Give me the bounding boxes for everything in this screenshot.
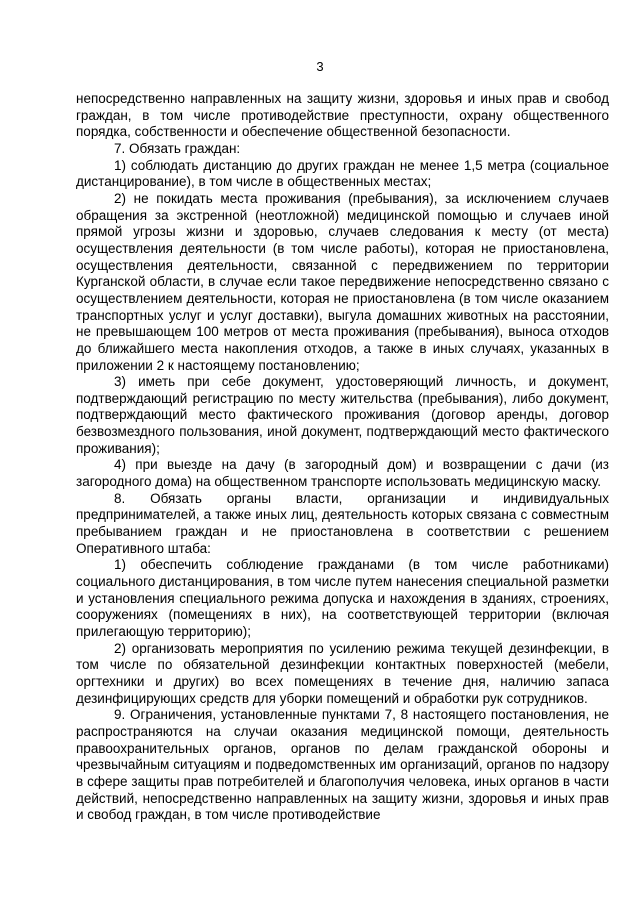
document-body — [76, 91, 609, 824]
paragraph-item-8-1: 1) обеспечить соблюдение гражданами (в том числе работниками) социального дистанцирования, в том числе путем нанесения специальной разметки и установления специального режима допуска и нахождения в зданиях, строениях, сооружениях (помещениях в них), на соответствующей территории (включая прилегающую территорию); — [76, 557, 609, 639]
paragraph-item-7-3: 3) иметь при себе документ, удостоверяющий личность, и документ, подтверждающий регистрацию по месту жительства (пребывания), либо документ, подтверждающий место фактического проживания (договор аренды, договор безвозмездного пользования, иной документ, подтверждающий место фактического проживания); — [76, 374, 609, 456]
paragraph-item-8-2: 2) организовать мероприятия по усилению режима текущей дезинфекции, в том числе по обязательной дезинфекции контактных поверхностей (мебели, оргтехники и других) во всех помещениях в течение дня, наличию запаса дезинфицирующих средств для уборки помещений и обработки рук сотрудников. — [76, 640, 609, 706]
page-number: 3 — [316, 59, 324, 74]
paragraph-item-7-1: 1) соблюдать дистанцию до других граждан не менее 1,5 метра (социальное дистанцирование), в том числе в общественных местах; — [76, 157, 609, 190]
paragraph-item-9: 9. Ограничения, установленные пунктами 7, 8 настоящего постановления, не распространяются на случаи оказания медицинской помощи, деятельность правоохранительных органов, органов по делам гражданской обороны и чрезвычайным ситуациям и подведомственных им организаций, органов по надзору в сфере защиты прав потребителей и благополучия человека, иных органов в части действий, непосредственно направленных на защиту жизни, здоровья и иных прав и свобод граждан, в том числе противодействие — [76, 707, 609, 823]
paragraph-item-7-2: 2) не покидать места проживания (пребывания), за исключением случаев обращения за экстренной (неотложной) медицинской помощью и случаев иной прямой угрозы жизни и здоровью, случаев следования к месту (от места) осуществления деятельности (в том числе работы), которая не приостановлена, осуществления деятельности, связанной с передвижением по территории Курганской области, в случае если такое передвижение непосредственно связано с осуществлением деятельности, которая не приостановлена (в том числе оказанием транспортных услуг и услуг доставки), выгула домашних животных на расстоянии, не превышающем 100 метров от места проживания (пребывания), выноса отходов до ближайшего места накопления отходов, а также в иных случаях, указанных в приложении 2 к настоящему постановлению; — [76, 190, 609, 373]
paragraph-item-8: 8. Обязать органы власти, организации и индивидуальных предпринимателей, а также иных лиц, деятельность которых связана с совместным пребыванием граждан и не приостановлена в соответствии с решением Оперативного штаба: — [76, 490, 609, 556]
paragraph-continuation: непосредственно направленных на защиту жизни, здоровья и иных прав и свобод граждан, в том числе противодействие преступности, охрану общественного порядка, собственности и обеспечение общественной безопасности. — [76, 91, 609, 140]
paragraph-item-7-4: 4) при выезде на дачу (в загородный дом) и возвращении с дачи (из загородного дома) на общественном транспорте использовать медицинскую маску. — [76, 457, 609, 490]
paragraph-item-7: 7. Обязать граждан: — [114, 140, 241, 156]
